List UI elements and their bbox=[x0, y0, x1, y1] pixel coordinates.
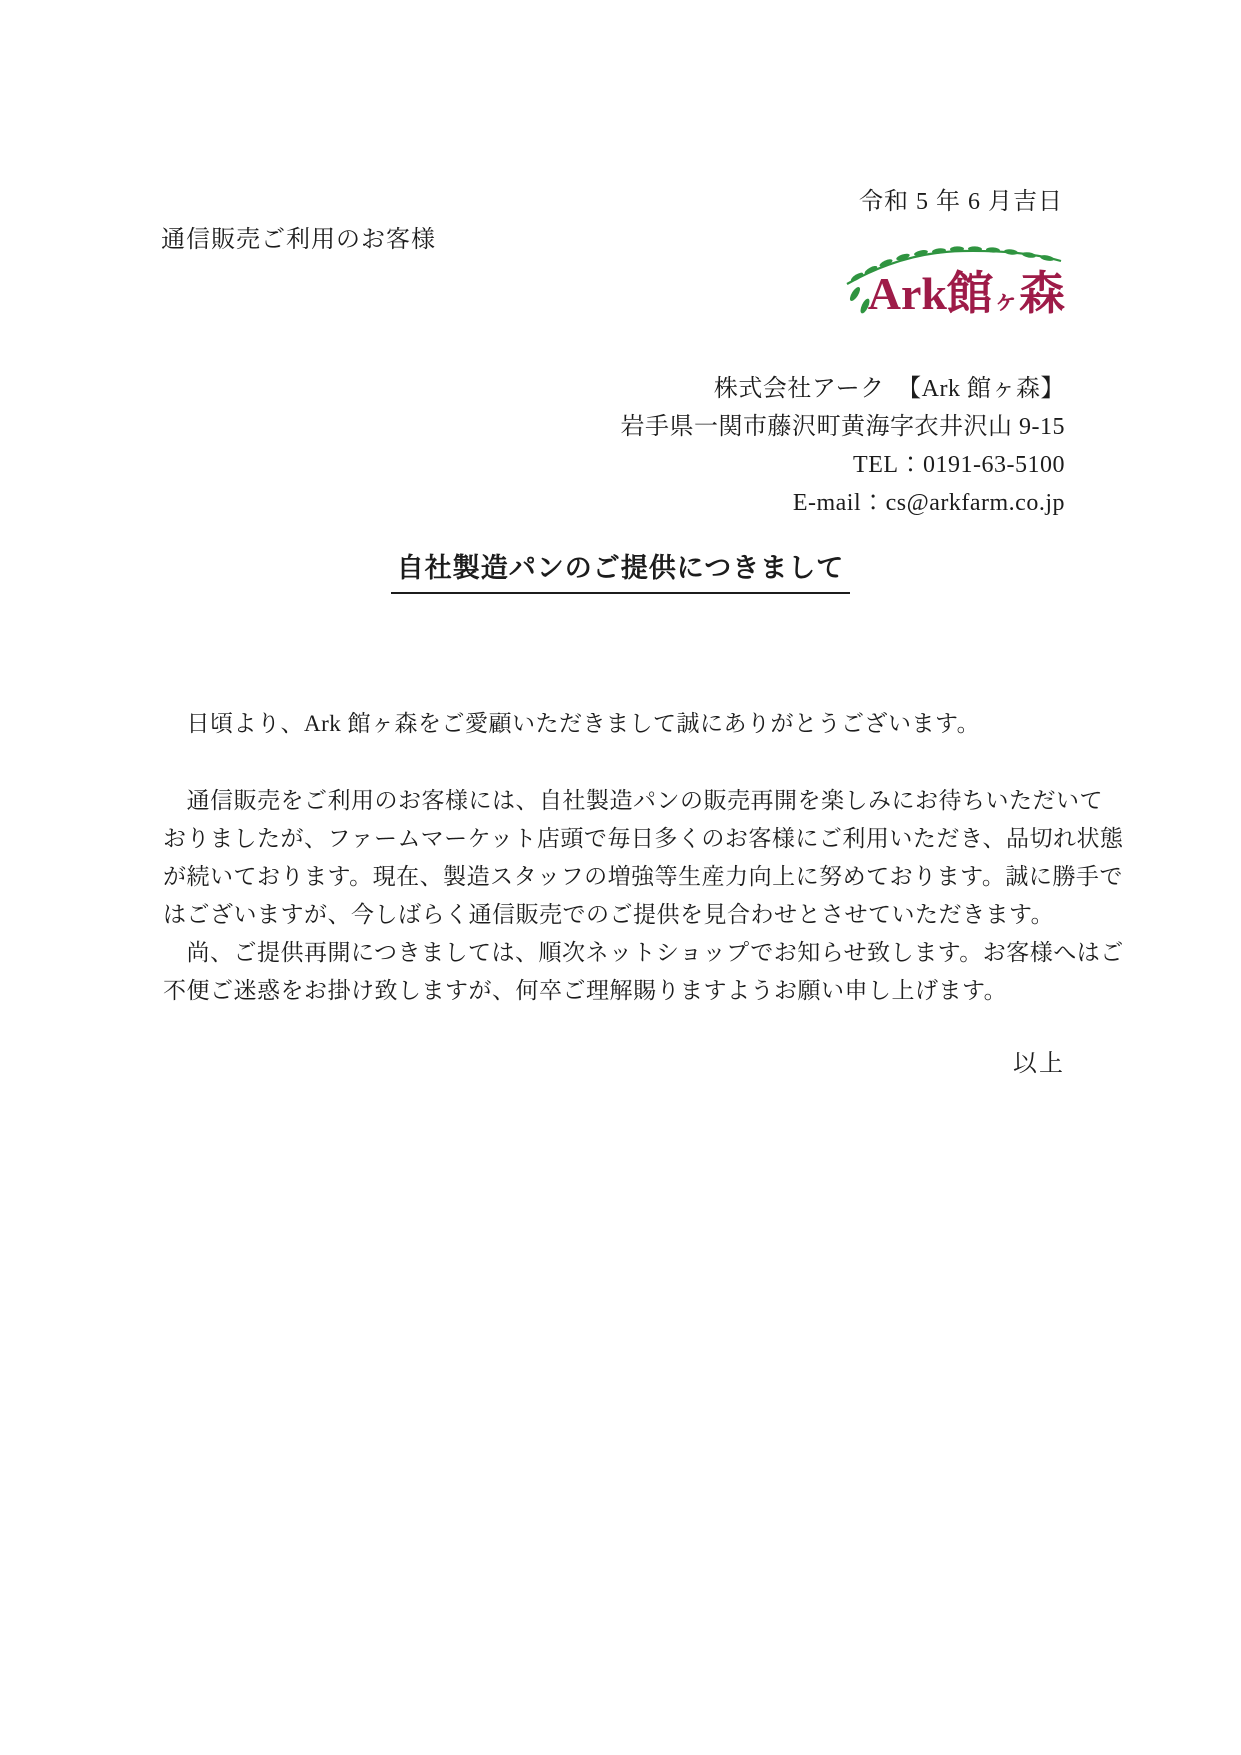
logo-ke: ヶ bbox=[992, 286, 1019, 315]
company-address: 岩手県一関市藤沢町黄海字衣井沢山 9-15 bbox=[620, 414, 1065, 440]
company-tel: TEL：0191-63-5100 bbox=[853, 452, 1065, 478]
body-line: おりましたが、ファームマーケット店頭で毎日多くのお客様にご利用いただき、品切れ状態 bbox=[163, 826, 1124, 851]
body-line: 不便ご迷惑をお掛け致しますが、何卒ご理解賜りますようお願い申し上げます。 bbox=[163, 978, 1008, 1003]
body-line: が続いております。現在、製造スタッフの増強等生産力向上に努めております。誠に勝手で bbox=[163, 864, 1123, 889]
body-line: はございますが、今しばらく通信販売でのご提供を見合わせとさせていただきます。 bbox=[163, 902, 1055, 927]
body-line: 尚、ご提供再開につきましては、順次ネットショップでお知らせ致します。お客様へはご bbox=[163, 940, 1124, 965]
letter-date: 令和 5 年 6 月吉日 bbox=[859, 189, 1063, 215]
company-email: E-mail：cs@arkfarm.co.jp bbox=[792, 490, 1065, 516]
logo-kan: 館 bbox=[946, 268, 993, 319]
body-line: 通信販売をご利用のお客様には、自社製造パンの販売再開を楽しみにお待ちいただいて bbox=[163, 788, 1103, 813]
company-info-block bbox=[621, 370, 1066, 522]
company-logo bbox=[841, 244, 1065, 326]
logo-ark: Ark bbox=[867, 268, 947, 319]
document-title: 自社製造パンのご提供につきまして bbox=[0, 546, 1241, 594]
greeting-paragraph: 日頃より、Ark 館ヶ森をご愛顧いただきまして誠にありがとうございます。 bbox=[163, 711, 981, 736]
body-paragraphs bbox=[163, 782, 1124, 1010]
logo-wordmark bbox=[867, 268, 1065, 324]
closing-word: 以上 bbox=[1013, 1051, 1065, 1077]
company-name: 株式会社アーク 【Ark 館ヶ森】 bbox=[713, 376, 1065, 402]
logo-mori: 森 bbox=[1019, 268, 1065, 319]
recipient-line: 通信販売ご利用のお客様 bbox=[161, 227, 436, 253]
